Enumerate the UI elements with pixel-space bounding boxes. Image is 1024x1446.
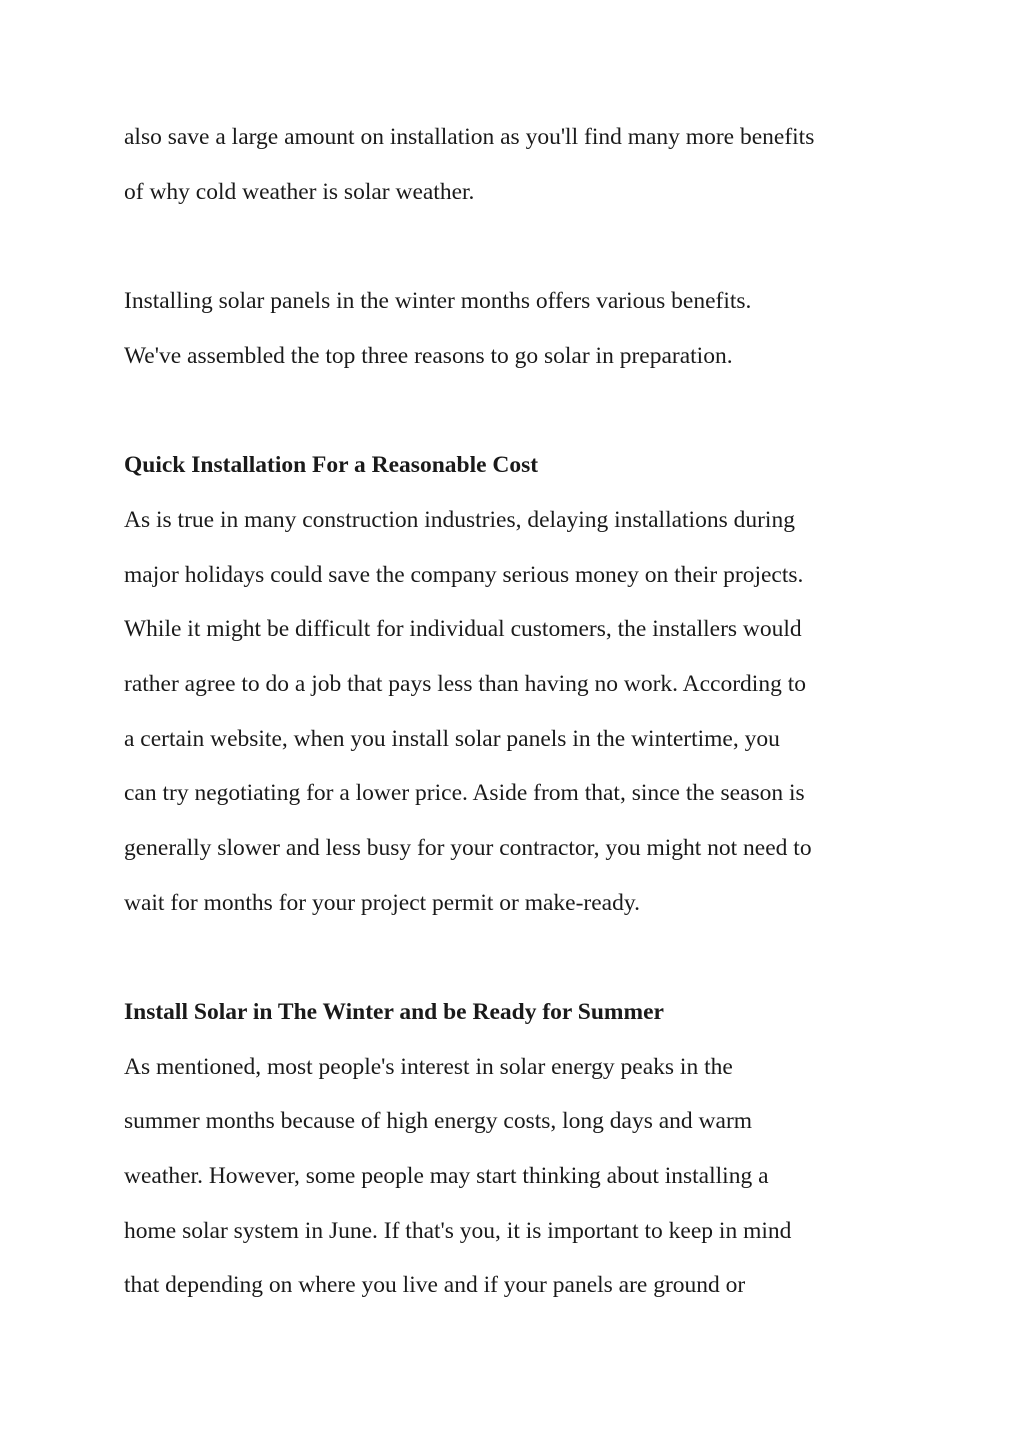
text-line: a certain website, when you install solar panels in the wintertime, you xyxy=(124,725,780,752)
text-line: wait for months for your project permit or make-ready. xyxy=(124,889,640,916)
text-line: weather. However, some people may start thinking about installing a xyxy=(124,1163,769,1190)
text-line: that depending on where you live and if your panels are ground or xyxy=(124,1272,746,1299)
text-line: As mentioned, most people's interest in solar energy peaks in the xyxy=(124,1053,733,1080)
text-line: While it might be difficult for individual customers, the installers would xyxy=(124,616,802,643)
section-quick-installation xyxy=(124,438,914,930)
text-line: also save a large amount on installation as you'll find many more benefits xyxy=(124,124,815,150)
text-line: of why cold weather is solar weather. xyxy=(124,178,475,205)
intro-paragraph-1 xyxy=(124,110,914,219)
text-line: generally slower and less busy for your contractor, you might not need to xyxy=(124,834,812,861)
document-body xyxy=(124,110,914,1313)
intro-paragraph-2 xyxy=(124,274,914,383)
text-line: summer months because of high energy costs, long days and warm xyxy=(124,1108,753,1135)
section-heading: Install Solar in The Winter and be Ready for Summer xyxy=(124,999,664,1025)
text-line: As is true in many construction industries, delaying installations during xyxy=(124,506,795,533)
text-line: Installing solar panels in the winter months offers various benefits. xyxy=(124,288,752,315)
text-line: rather agree to do a job that pays less than having no work. According to xyxy=(124,670,806,697)
text-line: can try negotiating for a lower price. Aside from that, since the season is xyxy=(124,780,805,807)
text-line: We've assembled the top three reasons to go solar in preparation. xyxy=(124,342,733,369)
text-line: home solar system in June. If that's you, it is important to keep in mind xyxy=(124,1217,792,1244)
text-line: major holidays could save the company serious money on their projects. xyxy=(124,561,804,588)
section-body xyxy=(124,493,914,931)
section-install-winter xyxy=(124,985,914,1313)
section-body xyxy=(124,1040,914,1313)
section-heading: Quick Installation For a Reasonable Cost xyxy=(124,452,539,479)
